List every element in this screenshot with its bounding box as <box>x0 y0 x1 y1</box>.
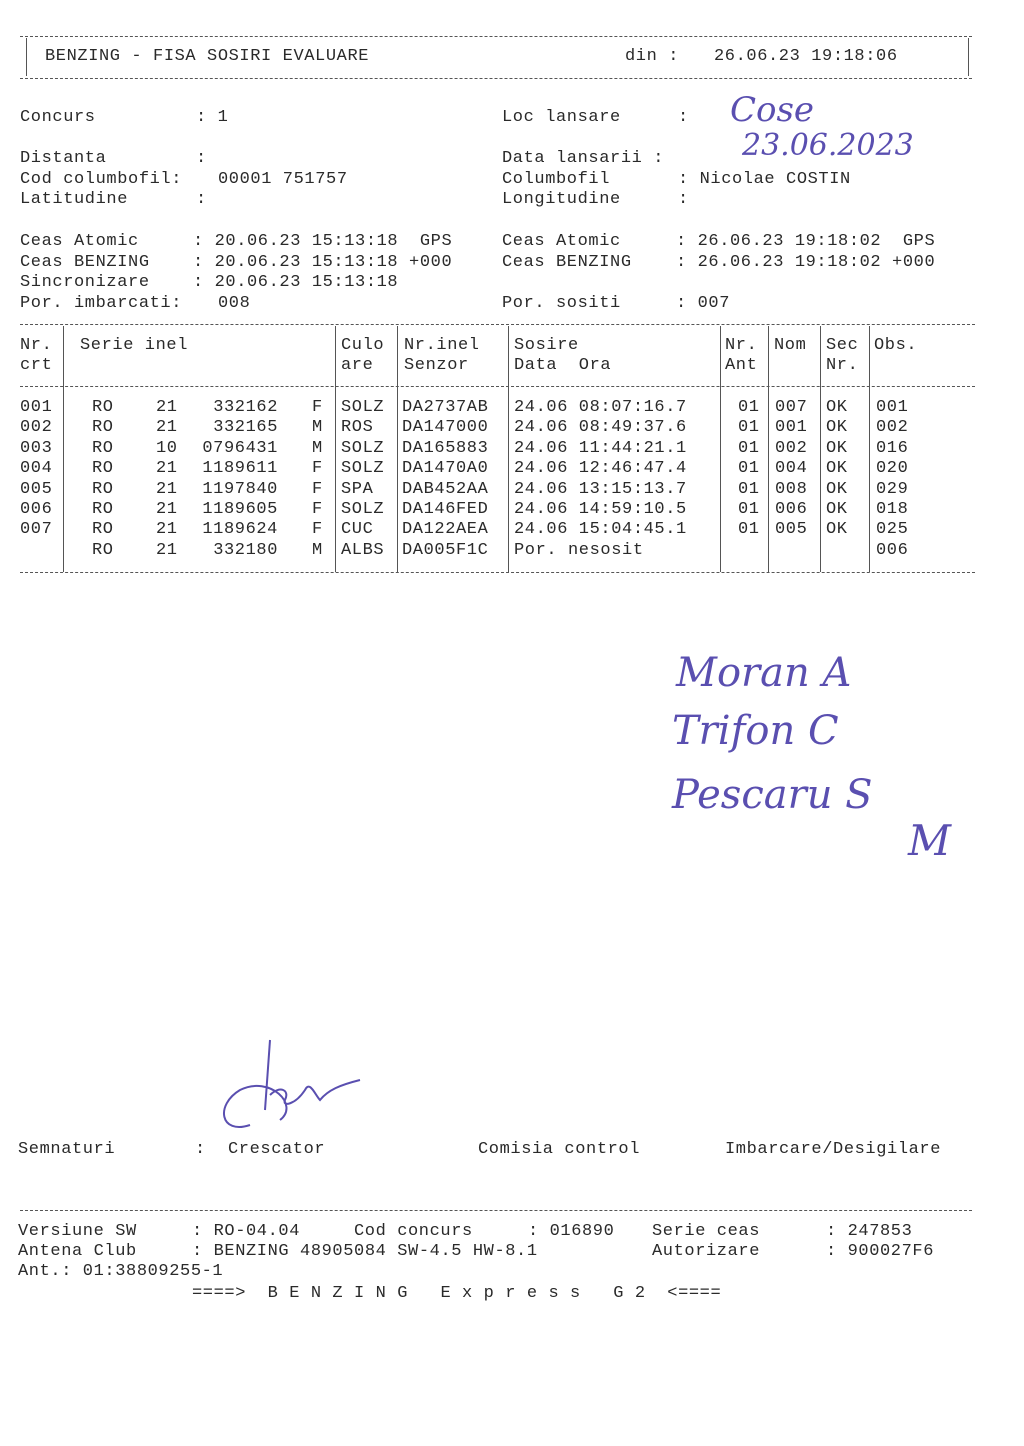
cell-ant: 01 <box>738 398 760 417</box>
cell-inel: 332162 <box>213 398 278 417</box>
cell-obs: 020 <box>876 459 909 479</box>
header-bottom-rule <box>20 78 972 79</box>
cell-tara: RO <box>92 438 114 458</box>
brand-line: ====> B E N Z I N G E x p r e s s G 2 <==== <box>192 1284 722 1303</box>
cell-sex: M <box>312 540 323 560</box>
cell-sec: OK <box>826 438 848 458</box>
cod-concurs-value: : 016890 <box>528 1222 615 1241</box>
cell-sosire: 24.06 13:15:13.7 <box>514 479 687 499</box>
cell-tara: RO <box>92 540 114 560</box>
header-sec: Sec <box>826 336 859 355</box>
ant-line: Ant.: 01:38809255-1 <box>18 1262 224 1281</box>
cell-nom: 001 <box>775 418 808 438</box>
header-culo: Culo <box>341 336 385 355</box>
por-imbarcati-value: 008 <box>218 294 251 313</box>
latitudine-label: Latitudine <box>20 190 129 209</box>
cell-sec: OK <box>826 500 848 519</box>
cell-ant: 01 <box>738 418 760 438</box>
antena-club-label: Antena Club <box>18 1242 137 1261</box>
cell-nr: 007 <box>20 520 53 540</box>
cell-tara: RO <box>92 398 114 417</box>
document-title: BENZING - FISA SOSIRI EVALUARE <box>45 47 370 66</box>
crescator-label: Crescator <box>228 1140 326 1159</box>
versiune-sw-label: Versiune SW <box>18 1222 137 1241</box>
columbofil-value: : Nicolae COSTIN <box>678 170 851 189</box>
cell-cul: ROS <box>341 418 374 438</box>
cell-an: 10 <box>156 438 178 458</box>
table-row <box>0 418 1024 439</box>
cell-ant: 01 <box>738 479 760 499</box>
imbarcare-label: Imbarcare/Desigilare <box>725 1140 942 1159</box>
left-clock-value: : 20.06.23 15:13:18 +000 <box>193 253 453 272</box>
header-nom: Nom <box>774 336 807 355</box>
handwritten-date: 23.06.2023 <box>742 128 914 163</box>
cell-an: 21 <box>156 398 178 417</box>
cell-inel: 332180 <box>213 540 278 560</box>
cell-sosire: 24.06 14:59:10.5 <box>514 500 687 519</box>
right-clock-label: Ceas BENZING <box>502 253 632 272</box>
cell-an: 21 <box>156 459 178 479</box>
right-clock-value: : 26.06.23 19:18:02 +000 <box>676 253 936 272</box>
cell-tara: RO <box>92 500 114 519</box>
footer-rule <box>20 1210 972 1211</box>
cell-sex: F <box>312 459 323 479</box>
cell-inel: 1189624 <box>202 520 278 540</box>
cell-sosire: 24.06 08:49:37.6 <box>514 418 687 438</box>
antena-club-value: : BENZING 48905084 SW-4.5 HW-8.1 <box>192 1242 538 1261</box>
cell-sex: M <box>312 438 323 458</box>
cell-ant: 01 <box>738 459 760 479</box>
right-clock-value: : 26.06.23 19:18:02 GPS <box>676 232 936 251</box>
cell-obs: 018 <box>876 500 909 519</box>
cell-an: 21 <box>156 540 178 560</box>
semnaturi-sep: : <box>195 1140 206 1159</box>
cod-concurs-label: Cod concurs <box>354 1222 473 1241</box>
cell-ant: 01 <box>738 438 760 458</box>
header-nr-inel: Nr.inel <box>404 336 480 355</box>
cell-obs: 029 <box>876 479 909 499</box>
cell-nom: 007 <box>775 398 808 417</box>
cell-inel: 1189611 <box>202 459 278 479</box>
cell-sosire: 24.06 15:04:45.1 <box>514 520 687 540</box>
left-clock-label: Ceas BENZING <box>20 253 150 272</box>
cell-tara: RO <box>92 479 114 499</box>
cell-ant: 01 <box>738 520 760 540</box>
header-are: are <box>341 356 374 375</box>
cell-nr: 002 <box>20 418 53 438</box>
cell-cul: SOLZ <box>341 438 385 458</box>
versiune-sw-value: : RO-04.04 <box>192 1222 301 1241</box>
table-top-rule <box>20 324 975 325</box>
cell-inel: 1189605 <box>202 500 278 519</box>
din-value: 26.06.23 19:18:06 <box>714 47 898 66</box>
cell-sec: OK <box>826 459 848 479</box>
por-sositi-label: Por. sositi <box>502 294 621 313</box>
longitudine-label: Longitudine <box>502 190 621 209</box>
header-data-ora: Data Ora <box>514 356 612 375</box>
cell-an: 21 <box>156 418 178 438</box>
data-lansarii-label: Data lansarii : <box>502 149 665 168</box>
cell-sex: F <box>312 479 323 499</box>
header-serie-inel: Serie inel <box>80 336 189 355</box>
handwritten-note: Pescaru S <box>672 772 873 818</box>
header-nr: Nr. <box>20 336 53 355</box>
cell-nom: 005 <box>775 520 808 540</box>
concurs-value: : 1 <box>196 108 229 127</box>
distanta-label: Distanta <box>20 149 107 168</box>
cod-columbofil-value: 00001 751757 <box>218 170 348 189</box>
handwritten-location: Cose <box>730 90 815 130</box>
latitudine-sep: : <box>196 190 207 209</box>
cell-sosire: 24.06 11:44:21.1 <box>514 438 687 458</box>
header-obs: Obs. <box>874 336 918 355</box>
cell-sosire: Por. nesosit <box>514 540 644 560</box>
cell-obs: 002 <box>876 418 909 438</box>
cell-obs: 001 <box>876 398 909 417</box>
header-left-border <box>26 38 27 76</box>
cell-nr: 001 <box>20 398 53 417</box>
cell-cul: CUC <box>341 520 374 540</box>
cell-an: 21 <box>156 520 178 540</box>
cell-tara: RO <box>92 459 114 479</box>
left-clock-label: Sincronizare <box>20 273 150 292</box>
cell-inel: 0796431 <box>202 438 278 458</box>
cell-cul: SOLZ <box>341 500 385 519</box>
header-right-border <box>968 38 969 76</box>
cell-obs: 006 <box>876 540 909 560</box>
table-row <box>0 500 1024 521</box>
semnaturi-label: Semnaturi <box>18 1140 116 1159</box>
table-row <box>0 398 1024 419</box>
left-clock-label: Ceas Atomic <box>20 232 139 251</box>
cell-an: 21 <box>156 479 178 499</box>
cell-sec: OK <box>826 479 848 499</box>
cell-sosire: 24.06 12:46:47.4 <box>514 459 687 479</box>
cell-senzor: DA165883 <box>402 438 489 458</box>
header-ant: Ant <box>725 356 758 375</box>
header-sec-nr: Nr. <box>826 356 859 375</box>
longitudine-sep: : <box>678 190 689 209</box>
cell-sosire: 24.06 08:07:16.7 <box>514 398 687 417</box>
cod-columbofil-label: Cod columbofil: <box>20 170 183 189</box>
header-senzor: Senzor <box>404 356 469 375</box>
right-clock-label: Ceas Atomic <box>502 232 621 251</box>
cell-nom: 006 <box>775 500 808 519</box>
cell-tara: RO <box>92 520 114 540</box>
serie-ceas-label: Serie ceas <box>652 1222 761 1241</box>
cell-sec: OK <box>826 398 848 417</box>
cell-senzor: DA147000 <box>402 418 489 438</box>
table-row <box>0 439 1024 460</box>
cell-nr: 005 <box>20 479 53 499</box>
cell-sex: F <box>312 398 323 417</box>
cell-senzor: DAB452AA <box>402 479 489 499</box>
concurs-label: Concurs <box>20 108 96 127</box>
din-label: din : <box>625 47 680 66</box>
cell-sex: F <box>312 520 323 540</box>
serie-ceas-value: : 247853 <box>826 1222 913 1241</box>
table-row <box>0 480 1024 501</box>
autorizare-value: : 900027F6 <box>826 1242 935 1261</box>
distanta-sep: : <box>196 149 207 168</box>
comisia-control-label: Comisia control <box>478 1140 641 1159</box>
cell-ant: 01 <box>738 500 760 519</box>
cell-obs: 016 <box>876 438 909 458</box>
cell-nom: 008 <box>775 479 808 499</box>
header-crt: crt <box>20 356 53 375</box>
cell-sex: F <box>312 500 323 519</box>
header-nr-ant: Nr. <box>725 336 758 355</box>
cell-cul: SOLZ <box>341 459 385 479</box>
cell-nr: 004 <box>20 459 53 479</box>
cell-nom: 004 <box>775 459 808 479</box>
cell-cul: SPA <box>341 479 374 499</box>
signature-scribble <box>210 1035 380 1145</box>
left-clock-value: : 20.06.23 15:13:18 GPS <box>193 232 453 251</box>
cell-senzor: DA122AEA <box>402 520 489 540</box>
cell-inel: 1197840 <box>202 479 278 499</box>
table-header-rule <box>20 386 975 387</box>
columbofil-label: Columbofil <box>502 170 611 189</box>
cell-senzor: DA146FED <box>402 500 489 519</box>
cell-sec: OK <box>826 418 848 438</box>
header-top-rule <box>20 36 972 37</box>
cell-an: 21 <box>156 500 178 519</box>
cell-sec: OK <box>826 520 848 540</box>
cell-senzor: DA2737AB <box>402 398 489 417</box>
handwritten-mark: M <box>908 816 952 865</box>
cell-tara: RO <box>92 418 114 438</box>
cell-senzor: DA005F1C <box>402 540 489 560</box>
cell-senzor: DA1470A0 <box>402 459 489 479</box>
loc-lansare-sep: : <box>678 108 689 127</box>
cell-nr: 003 <box>20 438 53 458</box>
por-sositi-value: : 007 <box>676 294 731 313</box>
handwritten-note: Moran A <box>676 650 852 696</box>
cell-nom: 002 <box>775 438 808 458</box>
table-row <box>0 520 1024 541</box>
cell-obs: 025 <box>876 520 909 540</box>
loc-lansare-label: Loc lansare <box>502 108 621 127</box>
por-imbarcati-label: Por. imbarcati: <box>20 294 183 313</box>
left-clock-value: : 20.06.23 15:13:18 <box>193 273 399 292</box>
autorizare-label: Autorizare <box>652 1242 761 1261</box>
table-row <box>0 541 1024 562</box>
cell-nr: 006 <box>20 500 53 519</box>
cell-inel: 332165 <box>213 418 278 438</box>
cell-sex: M <box>312 418 323 438</box>
cell-cul: ALBS <box>341 540 385 560</box>
cell-cul: SOLZ <box>341 398 385 417</box>
table-bottom-rule <box>20 572 975 573</box>
table-row <box>0 459 1024 480</box>
header-sosire: Sosire <box>514 336 579 355</box>
handwritten-note: Trifon C <box>672 708 839 754</box>
